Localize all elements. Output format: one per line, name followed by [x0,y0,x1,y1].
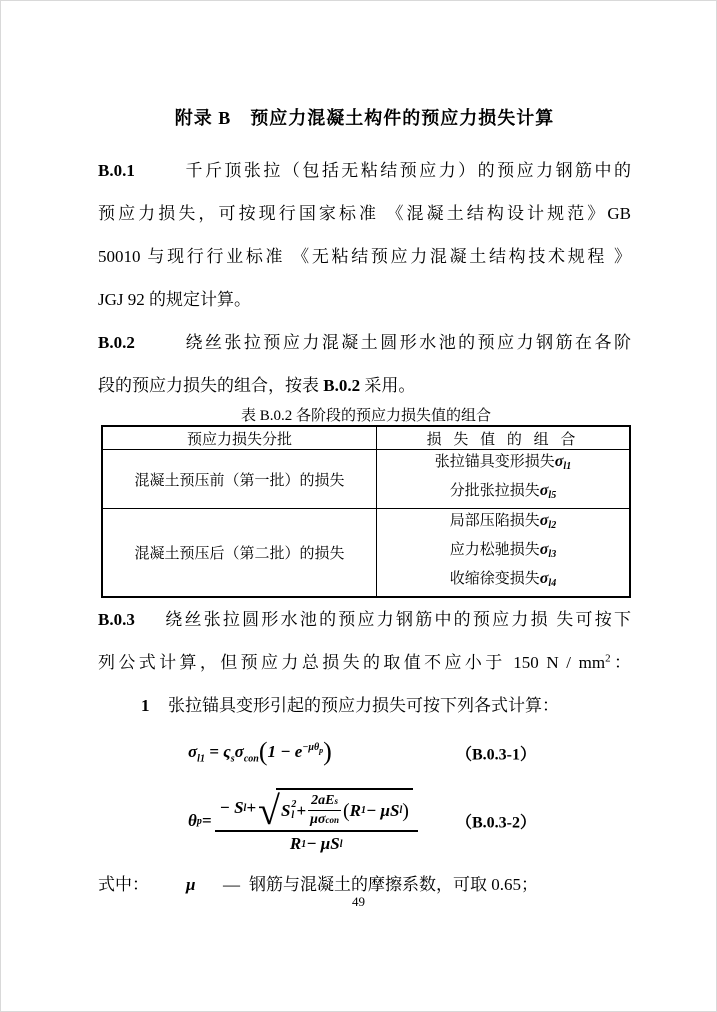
formula1-expression [188,736,332,766]
table-row [102,450,630,509]
sigma-symbol: σ [554,453,564,470]
two-a-e: 2aE [311,793,335,808]
exponent-mu-theta: −μθ [302,742,320,754]
plus-sign: + [246,798,256,817]
sigma-subscript: l3 [548,549,557,560]
where-dash: — [223,875,240,894]
sigma-con-sub: con [243,753,259,765]
table-header-row [102,426,630,450]
equals-sign: = [204,741,224,761]
section-b01 [98,149,631,321]
sigma-symbol: σ [539,541,549,558]
b03-line-2 [98,641,631,684]
clause-1-number: 1 [141,696,150,715]
formula-b031 [98,727,631,779]
sigma-l1: σ [188,741,198,761]
sigma-subscript: l4 [548,578,557,589]
b03-line-1 [98,598,631,641]
page-content [98,97,631,906]
equation-number-b032: （B.0.3-2） [456,814,537,832]
b02-text-1: 绕丝张拉预应力混凝土圆形水池的预应力钢筋在各阶 [183,333,631,352]
sigma-l1-sub: l1 [197,753,205,765]
loss-item [381,450,625,479]
minus-mu-s: − μS [306,834,340,853]
sigma-symbol: σ [539,482,549,499]
minus-s-l: − S [219,798,244,817]
sigma-subscript: l5 [548,490,557,501]
sigma-symbol: σ [539,512,549,529]
b01-line-2: 预应力损失，可按现行国家标准 《混凝土结构设计规范》GB [98,204,631,223]
clause-1-line [98,684,631,727]
clause-1-text: 张拉锚具变形引起的预应力损失可按下列各式计算： [168,696,559,715]
b02-line-2 [98,364,631,407]
b03-text-2: 列公式计算，但预应力总损失的取值不应小于 150 N / mm [98,653,606,672]
sigma-subscript: l1 [563,461,572,472]
loss-item [381,479,625,508]
equals-sign: = [201,811,212,830]
zeta-sub: s [230,753,235,765]
loss-label: 收缩徐变损失 [449,571,540,587]
main-fraction [215,788,418,854]
formula-b032 [98,779,631,863]
b01-text-1: 千斤顶张拉（包括无粘结预应力）的预应力钢筋中的 [183,161,631,180]
r-1-sub: 1 [301,838,307,850]
where-text: 钢筋与混凝土的摩擦系数，可取 0.65； [249,875,538,894]
open-paren: ( [258,736,268,766]
sigma-symbol: σ [539,570,549,587]
s-sub-l: l [291,809,295,821]
b02-text-3: 采用。 [360,376,416,395]
b03-label: B.0.3 [98,610,135,629]
stage-cell: 混凝土预压后（第二批）的损失 [102,509,377,598]
inner-denominator [310,811,339,828]
b02-text-2: 段的预应力损失的组合，按表 [98,376,324,395]
losses-cell [377,450,631,509]
theta-p-sub: p [196,815,202,827]
s-term: S [280,800,291,820]
b01-line-4: JGJ 92 的规定计算。 [98,290,252,309]
square-root [258,788,413,833]
losses-cell [377,509,631,598]
mm-squared-sup: 2 [605,652,611,665]
theta-p: θ [188,811,197,830]
fraction-numerator [215,788,418,832]
plus-sign: + [296,800,307,820]
radicand: S 2 l + 2aE s μσ con ( R 1 − μS l ) [276,788,413,828]
table-row [102,509,630,598]
fraction-denominator [290,832,343,854]
b03-text-3: ： [610,653,632,672]
s-l-sub: l [339,838,343,850]
loss-label: 应力松驰损失 [449,542,540,558]
b01-label: B.0.1 [98,161,135,180]
table-caption: 表 B.0.2 各阶段的预应力损失值的组合 [240,408,491,424]
zeta-symbol: ς [223,741,231,761]
r-term: R [289,834,302,853]
b03-text-1: 绕丝张拉圆形水池的预应力钢筋中的预应力损 失可按下 [163,610,631,629]
loss-item [381,538,625,567]
appendix-title: 附录 B 预应力混凝土构件的预应力损失计算 [174,108,555,128]
equation-number-b031: （B.0.3-1） [456,746,537,764]
section-b03 [98,598,631,727]
radical-sign: √ [258,788,280,833]
close-paren: ) [323,736,332,766]
s-sup-2: 2 [291,799,297,810]
loss-label: 分批张拉损失 [449,483,540,499]
loss-label: 局部压陷损失 [449,513,540,529]
one-minus-e: 1 − e [267,741,303,761]
b02-line-1 [98,321,631,364]
b01-line-3: 50010 与现行行业标准 《无粘结预应力混凝土结构技术规程 》 [98,247,631,266]
inner-fraction [308,793,341,828]
s-l-sub: l [243,802,247,814]
where-prefix: 式中： [98,875,149,894]
r-1-sub: 1 [360,805,366,816]
b01-line-1 [98,149,631,192]
minus-mu-s: − μS [365,800,400,820]
mu-symbol: μ [186,875,196,894]
b02-label: B.0.2 [98,333,135,352]
exponent [302,742,324,756]
e-s-sub: s [334,796,338,806]
loss-label: 张拉锚具变形损失 [434,454,555,470]
b02-table-ref: B.0.2 [323,376,361,395]
r-term: R [349,800,361,820]
mu-sigma: μσ [310,812,326,827]
sigma-subscript: l2 [548,520,557,531]
sigma-con: σ [234,741,244,761]
column-header-stage: 预应力损失分批 [102,426,377,450]
sigma-con-sub: con [325,815,339,825]
s-l-sub: l [399,805,403,816]
section-b02 [98,321,631,407]
page-number: 49 [352,894,365,909]
loss-item [381,509,625,538]
column-header-losses: 损 失 值 的 组 合 [377,426,631,450]
exponent-p-sub: p [319,746,324,756]
loss-item [381,567,625,596]
inner-numerator [308,793,341,811]
stage-cell: 混凝土预压前（第一批）的损失 [102,450,377,509]
loss-combination-table [101,425,631,598]
